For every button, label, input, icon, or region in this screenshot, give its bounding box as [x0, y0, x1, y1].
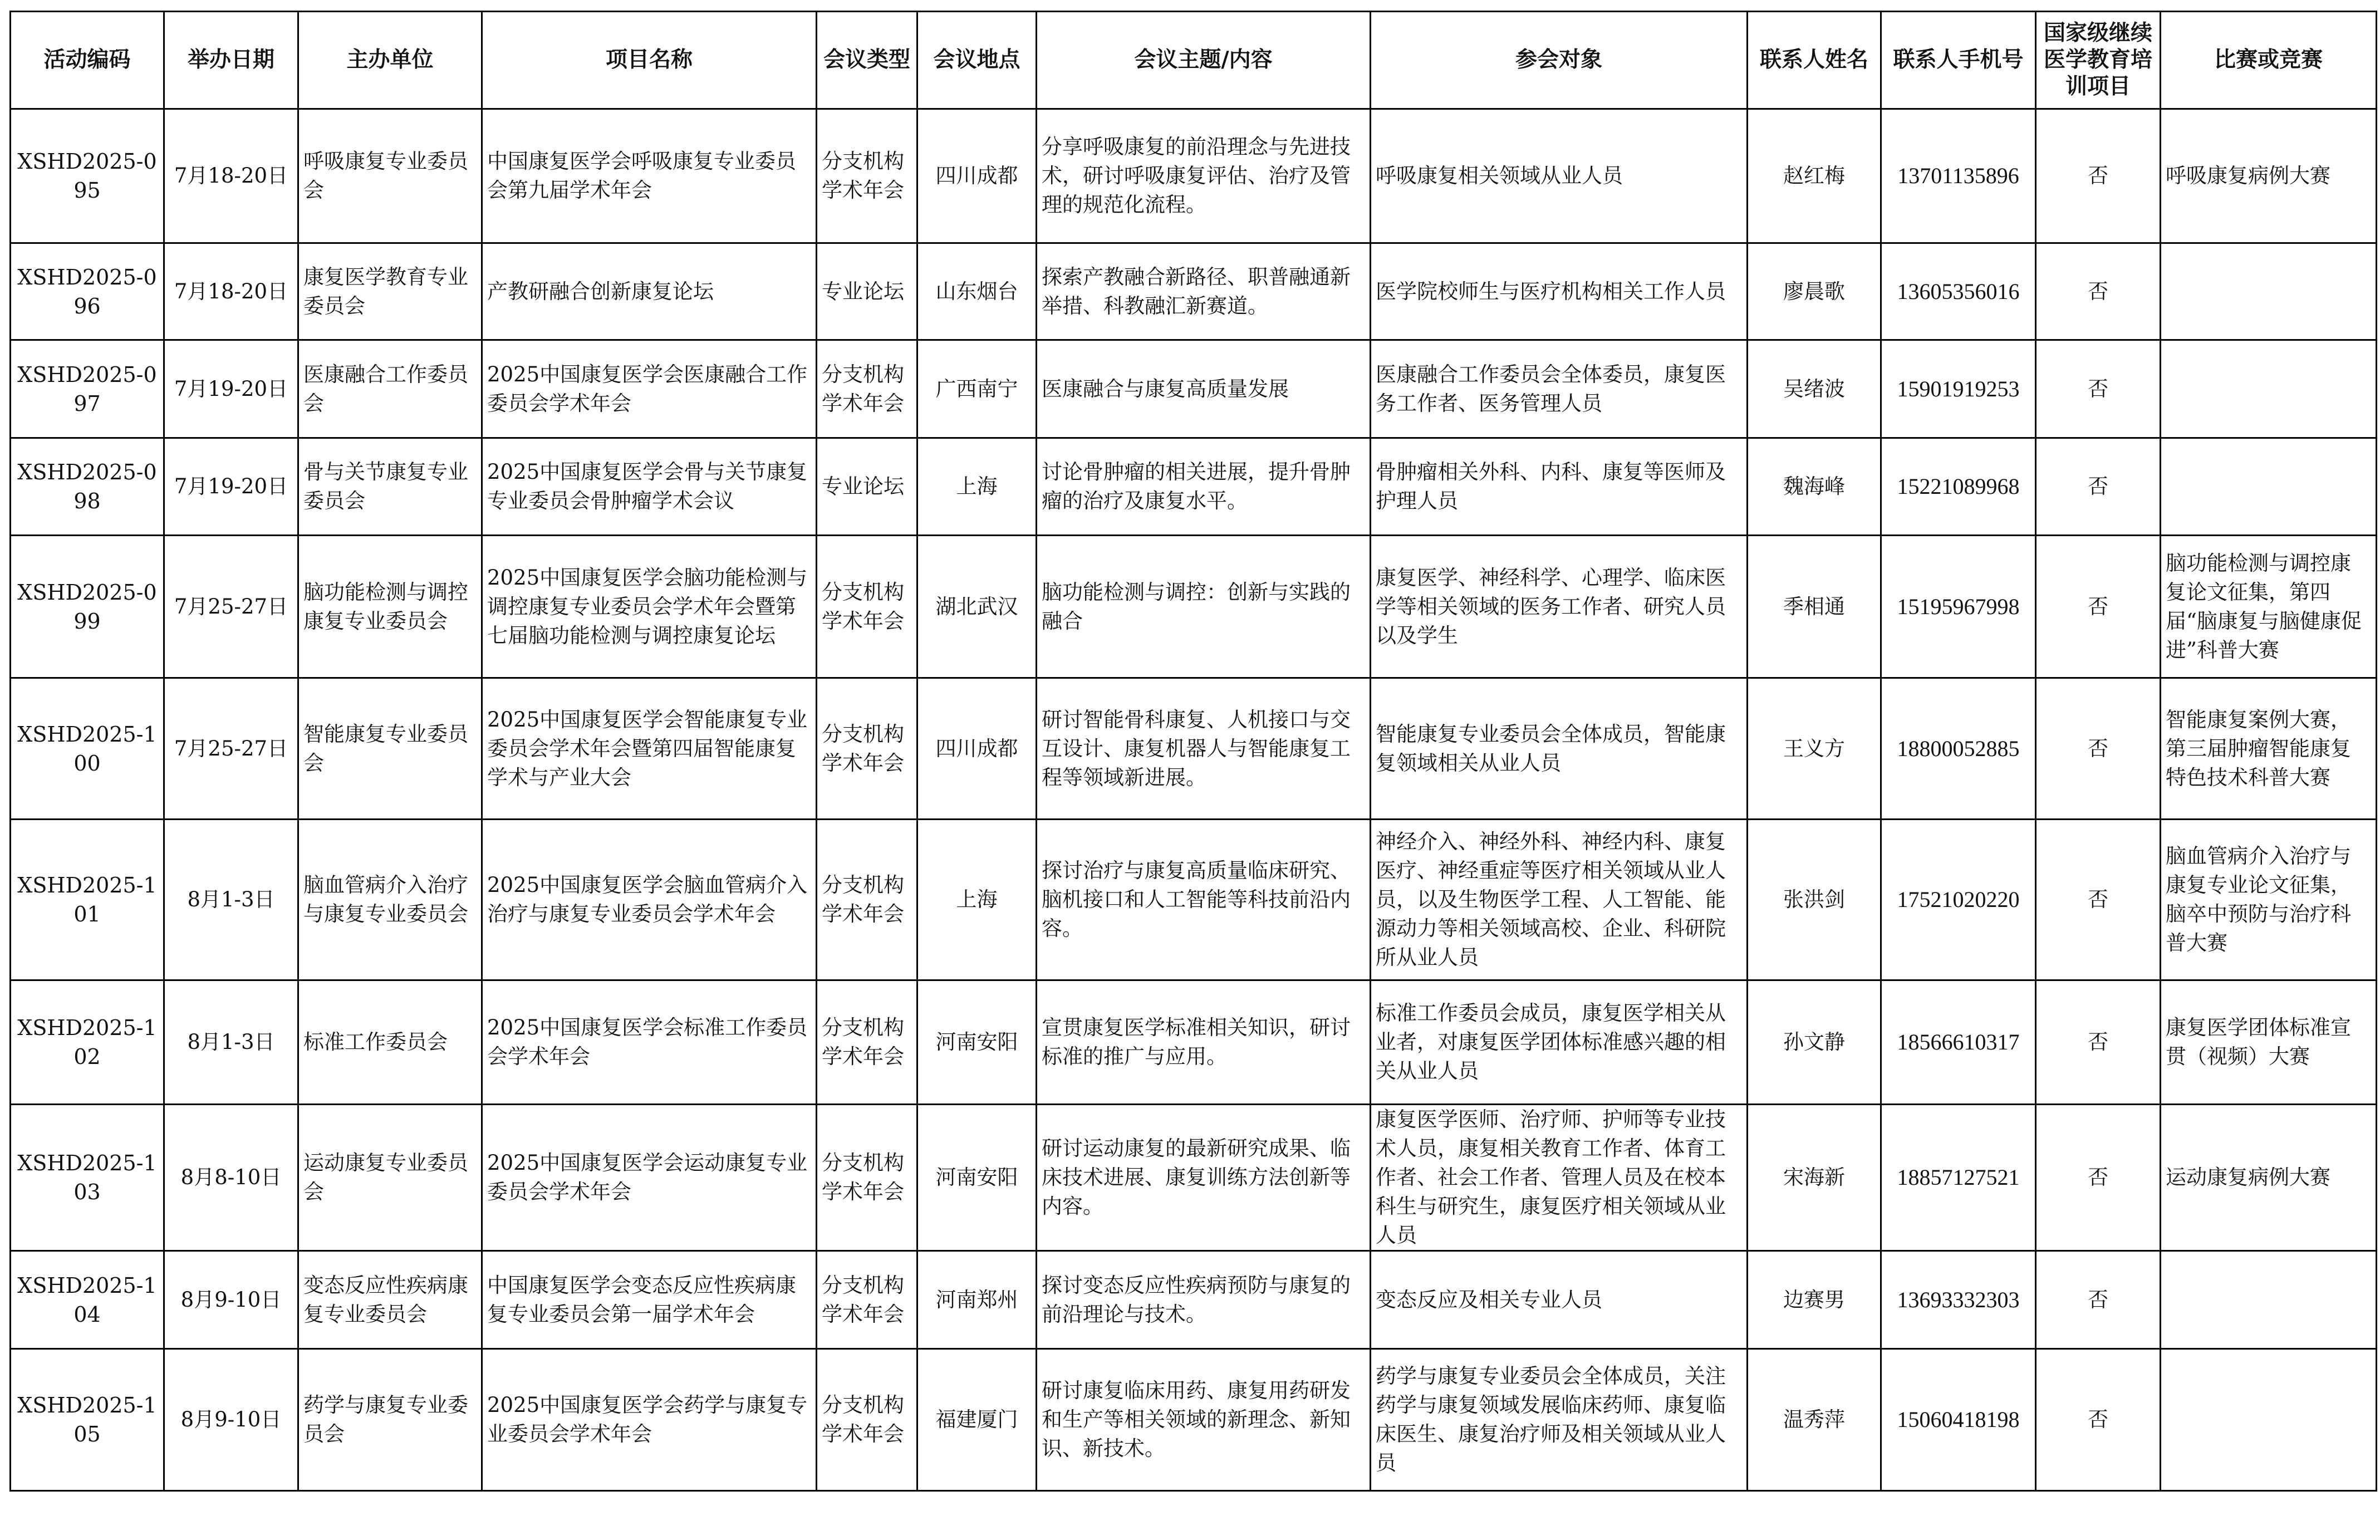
cell-type: 分支机构学术年会: [817, 678, 917, 820]
cell-audience: 变态反应及相关专业人员: [1371, 1251, 1748, 1349]
cell-date: 8月9-10日: [164, 1349, 298, 1491]
cell-audience: 康复医学医师、治疗师、护师等专业技术人员，康复相关教育工作者、体育工作者、社会工作者、管理人员及在校本科生与研究生，康复医疗相关领域从业人员: [1371, 1105, 1748, 1251]
cell-national: 否: [2036, 340, 2161, 438]
cell-code: XSHD2025-095: [11, 109, 164, 243]
cell-theme: 探讨变态反应性疾病预防与康复的前沿理论与技术。: [1037, 1251, 1371, 1349]
cell-code: XSHD2025-098: [11, 438, 164, 536]
cell-code: XSHD2025-096: [11, 243, 164, 340]
cell-location: 山东烟台: [917, 243, 1037, 340]
cell-audience: 康复医学、神经科学、心理学、临床医学等相关领域的医务工作者、研究人员以及学生: [1371, 536, 1748, 678]
cell-project: 2025中国康复医学会标准工作委员会学术年会: [482, 980, 817, 1105]
cell-location: 河南安阳: [917, 980, 1037, 1105]
cell-type: 分支机构学术年会: [817, 109, 917, 243]
cell-date: 8月1-3日: [164, 980, 298, 1105]
table-row: [11, 109, 2377, 243]
cell-theme: 研讨康复临床用药、康复用药研发和生产等相关领域的新理念、新知识、新技术。: [1037, 1349, 1371, 1491]
table-row: [11, 243, 2377, 340]
cell-project: 产教研融合创新康复论坛: [482, 243, 817, 340]
cell-type: 分支机构学术年会: [817, 980, 917, 1105]
cell-project: 2025中国康复医学会脑血管病介入治疗与康复专业委员会学术年会: [482, 820, 817, 980]
cell-contact-name: 赵红梅: [1748, 109, 1881, 243]
cell-organizer: 呼吸康复专业委员会: [298, 109, 482, 243]
cell-code: XSHD2025-101: [11, 820, 164, 980]
cell-code: XSHD2025-103: [11, 1105, 164, 1251]
cell-contact-name: 边赛男: [1748, 1251, 1881, 1349]
header-project: 项目名称: [482, 12, 817, 109]
cell-type: 分支机构学术年会: [817, 1349, 917, 1491]
cell-contact-name: 孙文静: [1748, 980, 1881, 1105]
cell-competition: 呼吸康复病例大赛: [2161, 109, 2377, 243]
cell-contact-phone: 15221089968: [1881, 438, 2036, 536]
cell-date: 8月1-3日: [164, 820, 298, 980]
cell-organizer: 标准工作委员会: [298, 980, 482, 1105]
cell-location: 四川成都: [917, 678, 1037, 820]
cell-contact-name: 宋海新: [1748, 1105, 1881, 1251]
table-row: [11, 340, 2377, 438]
cell-theme: 研讨智能骨科康复、人机接口与交互设计、康复机器人与智能康复工程等领域新进展。: [1037, 678, 1371, 820]
cell-location: 福建厦门: [917, 1349, 1037, 1491]
table-row: [11, 1349, 2377, 1491]
cell-date: 7月19-20日: [164, 438, 298, 536]
header-theme: 会议主题/内容: [1037, 12, 1371, 109]
cell-competition: [2161, 1251, 2377, 1349]
cell-project: 2025中国康复医学会药学与康复专业委员会学术年会: [482, 1349, 817, 1491]
cell-location: 上海: [917, 438, 1037, 536]
cell-contact-name: 季相通: [1748, 536, 1881, 678]
header-contact-name: 联系人姓名: [1748, 12, 1881, 109]
cell-contact-name: 魏海峰: [1748, 438, 1881, 536]
cell-national: 否: [2036, 243, 2161, 340]
table-row: [11, 678, 2377, 820]
cell-contact-name: 温秀萍: [1748, 1349, 1881, 1491]
cell-theme: 医康融合与康复高质量发展: [1037, 340, 1371, 438]
cell-organizer: 脑血管病介入治疗与康复专业委员会: [298, 820, 482, 980]
cell-audience: 药学与康复专业委员会全体成员，关注药学与康复领域发展临床药师、康复临床医生、康复治疗师及相关领域从业人员: [1371, 1349, 1748, 1491]
cell-project: 2025中国康复医学会医康融合工作委员会学术年会: [482, 340, 817, 438]
cell-competition: [2161, 438, 2377, 536]
header-date: 举办日期: [164, 12, 298, 109]
header-competition: 比赛或竞赛: [2161, 12, 2377, 109]
cell-competition: 康复医学团体标准宣贯（视频）大赛: [2161, 980, 2377, 1105]
cell-competition: [2161, 1349, 2377, 1491]
cell-organizer: 脑功能检测与调控康复专业委员会: [298, 536, 482, 678]
cell-organizer: 智能康复专业委员会: [298, 678, 482, 820]
cell-date: 7月25-27日: [164, 678, 298, 820]
cell-competition: 运动康复病例大赛: [2161, 1105, 2377, 1251]
cell-date: 7月19-20日: [164, 340, 298, 438]
cell-type: 分支机构学术年会: [817, 1251, 917, 1349]
table-row: [11, 980, 2377, 1105]
cell-location: 湖北武汉: [917, 536, 1037, 678]
cell-theme: 分享呼吸康复的前沿理念与先进技术，研讨呼吸康复评估、治疗及管理的规范化流程。: [1037, 109, 1371, 243]
cell-project: 2025中国康复医学会脑功能检测与调控康复专业委员会学术年会暨第七届脑功能检测与调控康复论坛: [482, 536, 817, 678]
cell-audience: 智能康复专业委员会全体成员，智能康复领域相关从业人员: [1371, 678, 1748, 820]
cell-national: 否: [2036, 820, 2161, 980]
cell-theme: 讨论骨肿瘤的相关进展，提升骨肿瘤的治疗及康复水平。: [1037, 438, 1371, 536]
cell-contact-phone: 15901919253: [1881, 340, 2036, 438]
cell-location: 四川成都: [917, 109, 1037, 243]
cell-national: 否: [2036, 1251, 2161, 1349]
header-location: 会议地点: [917, 12, 1037, 109]
cell-code: XSHD2025-102: [11, 980, 164, 1105]
cell-project: 2025中国康复医学会骨与关节康复专业委员会骨肿瘤学术会议: [482, 438, 817, 536]
cell-type: 分支机构学术年会: [817, 340, 917, 438]
cell-project: 2025中国康复医学会运动康复专业委员会学术年会: [482, 1105, 817, 1251]
cell-project: 中国康复医学会呼吸康复专业委员会第九届学术年会: [482, 109, 817, 243]
cell-competition: 脑血管病介入治疗与康复专业论文征集，脑卒中预防与治疗科普大赛: [2161, 820, 2377, 980]
cell-type: 分支机构学术年会: [817, 820, 917, 980]
schedule-page: [9, 11, 2377, 1492]
cell-type: 分支机构学术年会: [817, 536, 917, 678]
cell-contact-name: 张洪剑: [1748, 820, 1881, 980]
cell-location: 广西南宁: [917, 340, 1037, 438]
header-contact-phone: 联系人手机号: [1881, 12, 2036, 109]
cell-date: 7月18-20日: [164, 243, 298, 340]
cell-national: 否: [2036, 438, 2161, 536]
table-row: [11, 820, 2377, 980]
cell-contact-phone: 13693332303: [1881, 1251, 2036, 1349]
cell-audience: 医康融合工作委员会全体委员，康复医务工作者、医务管理人员: [1371, 340, 1748, 438]
header-organizer: 主办单位: [298, 12, 482, 109]
cell-project: 2025中国康复医学会智能康复专业委员会学术年会暨第四届智能康复学术与产业大会: [482, 678, 817, 820]
cell-national: 否: [2036, 536, 2161, 678]
cell-contact-phone: 18566610317: [1881, 980, 2036, 1105]
cell-national: 否: [2036, 109, 2161, 243]
cell-code: XSHD2025-099: [11, 536, 164, 678]
cell-organizer: 运动康复专业委员会: [298, 1105, 482, 1251]
cell-contact-phone: 15060418198: [1881, 1349, 2036, 1491]
cell-audience: 神经介入、神经外科、神经内科、康复医疗、神经重症等医疗相关领域从业人员，以及生物医学工程、人工智能、能源动力等相关领域高校、企业、科研院所从业人员: [1371, 820, 1748, 980]
cell-organizer: 变态反应性疾病康复专业委员会: [298, 1251, 482, 1349]
cell-contact-phone: 18800052885: [1881, 678, 2036, 820]
cell-audience: 骨肿瘤相关外科、内科、康复等医师及护理人员: [1371, 438, 1748, 536]
cell-code: XSHD2025-104: [11, 1251, 164, 1349]
cell-organizer: 骨与关节康复专业委员会: [298, 438, 482, 536]
cell-national: 否: [2036, 1105, 2161, 1251]
cell-date: 7月18-20日: [164, 109, 298, 243]
cell-national: 否: [2036, 1349, 2161, 1491]
table-row: [11, 438, 2377, 536]
cell-contact-name: 吴绪波: [1748, 340, 1881, 438]
cell-code: XSHD2025-097: [11, 340, 164, 438]
header-type: 会议类型: [817, 12, 917, 109]
cell-national: 否: [2036, 980, 2161, 1105]
cell-location: 河南安阳: [917, 1105, 1037, 1251]
cell-code: XSHD2025-105: [11, 1349, 164, 1491]
cell-organizer: 医康融合工作委员会: [298, 340, 482, 438]
table-row: [11, 1251, 2377, 1349]
cell-date: 8月8-10日: [164, 1105, 298, 1251]
cell-competition: [2161, 340, 2377, 438]
cell-contact-name: 廖晨歌: [1748, 243, 1881, 340]
cell-type: 专业论坛: [817, 243, 917, 340]
cell-type: 专业论坛: [817, 438, 917, 536]
cell-national: 否: [2036, 678, 2161, 820]
cell-contact-name: 王义方: [1748, 678, 1881, 820]
cell-contact-phone: 13605356016: [1881, 243, 2036, 340]
table-row: [11, 1105, 2377, 1251]
cell-location: 上海: [917, 820, 1037, 980]
cell-contact-phone: 18857127521: [1881, 1105, 2036, 1251]
cell-audience: 呼吸康复相关领域从业人员: [1371, 109, 1748, 243]
cell-theme: 探索产教融合新路径、职普融通新举措、科教融汇新赛道。: [1037, 243, 1371, 340]
cell-project: 中国康复医学会变态反应性疾病康复专业委员会第一届学术年会: [482, 1251, 817, 1349]
header-audience: 参会对象: [1371, 12, 1748, 109]
header-code: 活动编码: [11, 12, 164, 109]
cell-audience: 标准工作委员会成员，康复医学相关从业者，对康复医学团体标准感兴趣的相关从业人员: [1371, 980, 1748, 1105]
cell-competition: 智能康复案例大赛，第三届肿瘤智能康复特色技术科普大赛: [2161, 678, 2377, 820]
cell-type: 分支机构学术年会: [817, 1105, 917, 1251]
cell-competition: 脑功能检测与调控康复论文征集，第四届“脑康复与脑健康促进”科普大赛: [2161, 536, 2377, 678]
header-national: 国家级继续医学教育培训项目: [2036, 12, 2161, 109]
cell-date: 8月9-10日: [164, 1251, 298, 1349]
cell-theme: 研讨运动康复的最新研究成果、临床技术进展、康复训练方法创新等内容。: [1037, 1105, 1371, 1251]
cell-code: XSHD2025-100: [11, 678, 164, 820]
cell-location: 河南郑州: [917, 1251, 1037, 1349]
activity-schedule-table: [9, 11, 2377, 1492]
cell-organizer: 药学与康复专业委员会: [298, 1349, 482, 1491]
cell-contact-phone: 15195967998: [1881, 536, 2036, 678]
cell-theme: 探讨治疗与康复高质量临床研究、脑机接口和人工智能等科技前沿内容。: [1037, 820, 1371, 980]
cell-organizer: 康复医学教育专业委员会: [298, 243, 482, 340]
cell-audience: 医学院校师生与医疗机构相关工作人员: [1371, 243, 1748, 340]
cell-theme: 宣贯康复医学标准相关知识，研讨标准的推广与应用。: [1037, 980, 1371, 1105]
cell-date: 7月25-27日: [164, 536, 298, 678]
table-row: [11, 536, 2377, 678]
cell-theme: 脑功能检测与调控：创新与实践的融合: [1037, 536, 1371, 678]
cell-contact-phone: 17521020220: [1881, 820, 2036, 980]
cell-contact-phone: 13701135896: [1881, 109, 2036, 243]
header-row: [11, 12, 2377, 109]
cell-competition: [2161, 243, 2377, 340]
